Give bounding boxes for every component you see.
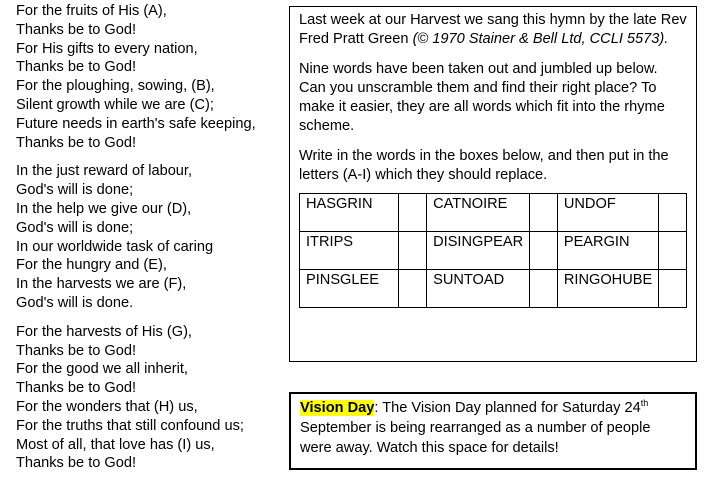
- hymn-line: In the just reward of labour,: [16, 163, 193, 180]
- answer-box[interactable]: [659, 232, 687, 270]
- jumbled-word: RINGOHUBE: [557, 270, 658, 308]
- hymn-stanza-2: [16, 162, 286, 312]
- hymn-line: Most of all, that love has (I) us,: [16, 436, 215, 453]
- answer-box[interactable]: [659, 270, 687, 308]
- hymn-line: Thanks be to God!: [16, 380, 137, 397]
- hymn-line: For His gifts to every nation,: [16, 40, 198, 57]
- hymn-line: Thanks be to God!: [16, 59, 137, 76]
- hymn-line: Future needs in earth's safe keeping,: [16, 115, 256, 132]
- puzzle-write-in: Write in the words in the boxes below, and then put in the letters (A-I) which they should replace.: [299, 148, 669, 183]
- puzzle-intro: [299, 11, 687, 49]
- hymn-line: God's will is done.: [16, 294, 134, 311]
- answer-box[interactable]: [399, 232, 427, 270]
- answer-box[interactable]: [399, 194, 427, 232]
- table-row: [300, 232, 687, 270]
- jumbled-word: PINSGLEE: [300, 270, 399, 308]
- hymn-line: For the wonders that (H) us,: [16, 398, 198, 415]
- hymn-line: God's will is done;: [16, 182, 134, 199]
- hymn-text: [16, 2, 286, 483]
- hymn-line: Thanks be to God!: [16, 342, 137, 359]
- hymn-line: Silent growth while we are (C);: [16, 96, 214, 113]
- vision-day-text: : The Vision Day planned for Saturday 24: [374, 400, 641, 416]
- answer-box[interactable]: [530, 194, 558, 232]
- hymn-line: For the ploughing, sowing, (B),: [16, 78, 215, 95]
- answer-box[interactable]: [399, 270, 427, 308]
- copyright-credit: (© 1970 Stainer & Bell Ltd, CCLI 5573).: [412, 31, 669, 47]
- vision-day-title: Vision Day: [300, 400, 375, 416]
- hymn-line: For the truths that still confound us;: [16, 417, 244, 434]
- hymn-line: For the hungry and (E),: [16, 257, 167, 274]
- vision-day-notice: [289, 392, 697, 470]
- hymn-stanza-3: [16, 323, 286, 473]
- jumbled-word: HASGRIN: [300, 194, 399, 232]
- hymn-line: Thanks be to God!: [16, 21, 137, 38]
- jumbled-words-table: [299, 193, 687, 308]
- hymn-stanza-1: [16, 2, 286, 152]
- puzzle-intro-text: Last week at our Harvest we sang this hymn by the late Rev Fred Pratt Green: [299, 12, 687, 47]
- word-puzzle-box: [289, 6, 697, 362]
- vision-day-text-continued: September is being rearranged as a number of people were away. Watch this space for details!: [300, 420, 651, 456]
- ordinal-suffix: th: [640, 398, 649, 409]
- hymn-line: In the help we give our (D),: [16, 200, 192, 217]
- hymn-line: God's will is done;: [16, 219, 134, 236]
- jumbled-word: CATNOIRE: [427, 194, 530, 232]
- hymn-line: In our worldwide task of caring: [16, 238, 214, 255]
- hymn-line: Thanks be to God!: [16, 455, 137, 472]
- puzzle-instructions: Nine words have been taken out and jumbled up below. Can you unscramble them and find their right place? To make it easier, they are all words which fit into the rhyme scheme.: [299, 61, 665, 134]
- jumbled-word: DISINGPEAR: [427, 232, 530, 270]
- hymn-line: Thanks be to God!: [16, 134, 137, 151]
- answer-box[interactable]: [659, 194, 687, 232]
- hymn-line: In the harvests we are (F),: [16, 276, 187, 293]
- answer-box[interactable]: [530, 270, 558, 308]
- hymn-line: For the good we all inherit,: [16, 361, 188, 378]
- answer-box[interactable]: [530, 232, 558, 270]
- jumbled-word: ITRIPS: [300, 232, 399, 270]
- hymn-line: For the harvests of His (G),: [16, 323, 192, 340]
- jumbled-word: UNDOF: [557, 194, 658, 232]
- table-row: [300, 194, 687, 232]
- hymn-line: For the fruits of His (A),: [16, 3, 167, 19]
- jumbled-word: SUNTOAD: [427, 270, 530, 308]
- jumbled-word: PEARGIN: [557, 232, 658, 270]
- table-row: [300, 270, 687, 308]
